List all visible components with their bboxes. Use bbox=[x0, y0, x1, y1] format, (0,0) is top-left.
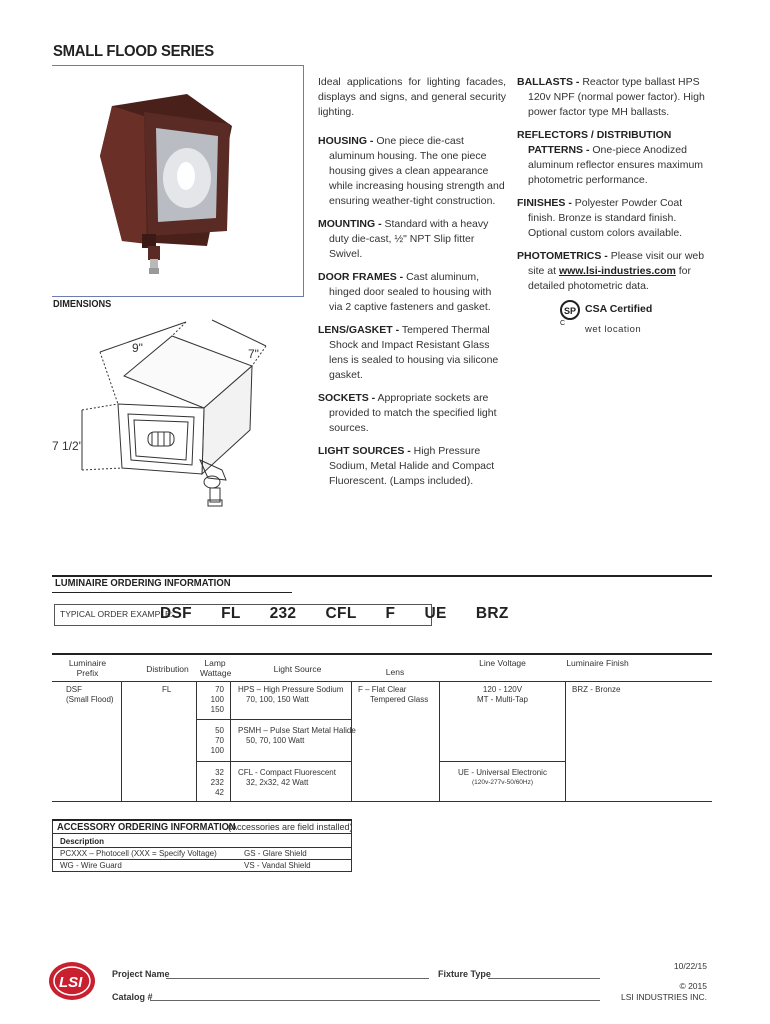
table-top-rule bbox=[52, 653, 712, 655]
features-right-column bbox=[517, 75, 707, 302]
ordering-title-underline bbox=[52, 592, 292, 593]
accessory-wire-guard: WG - Wire Guard bbox=[60, 861, 122, 870]
fixture-type-field[interactable] bbox=[488, 978, 600, 979]
accessory-desc-header: Description bbox=[60, 837, 105, 846]
revision-date: 10/22/15 bbox=[673, 961, 707, 971]
header-distribution: Distribution bbox=[146, 664, 189, 674]
column-divider bbox=[565, 681, 566, 801]
accessory-note: (Accessories are field installed) bbox=[228, 822, 353, 832]
header-wattage: Lamp Wattage bbox=[200, 658, 232, 678]
feature-light-sources: LIGHT SOURCES - High Pressure Sodium, Metal Halide and Compact Fluorescent. (Lamps included). bbox=[318, 445, 495, 487]
header-lens: Lens bbox=[385, 667, 405, 677]
accessory-photocell: PCXXX – Photocell (XXX = Specify Voltage) bbox=[60, 849, 217, 858]
prefix-code: DSF bbox=[66, 685, 82, 694]
header-finish: Luminaire Finish bbox=[566, 658, 629, 668]
dimension-height: 7 1/2" bbox=[52, 439, 83, 453]
wattage-cfl: 32 232 42 bbox=[210, 768, 224, 797]
row-divider bbox=[196, 761, 351, 762]
column-divider bbox=[230, 681, 231, 801]
ordering-rule bbox=[52, 575, 712, 577]
catalog-field[interactable] bbox=[150, 1000, 600, 1001]
feature-photometrics: PHOTOMETRICS - Please visit our web site at www.lsi-industries.com for detailed photometric data. bbox=[517, 250, 705, 292]
feature-reflectors: REFLECTORS / DISTRIBUTION PATTERNS - One-piece Anodized aluminum reflector ensures maximum photometric performance. bbox=[517, 129, 704, 186]
page-title: SMALL FLOOD SERIES bbox=[53, 43, 214, 60]
product-photo-frame bbox=[52, 65, 304, 297]
feature-door-frames: DOOR FRAMES - Cast aluminum, hinged door sealed to housing with via 2 captive fasteners and gasket. bbox=[318, 271, 492, 313]
row-divider bbox=[196, 719, 351, 720]
accessory-rule bbox=[52, 859, 352, 860]
lsi-logo-icon bbox=[48, 961, 96, 1001]
order-example-codes: DSF FL 232 CFL F UE BRZ bbox=[160, 605, 509, 622]
header-prefix: Luminaire Prefix bbox=[68, 658, 107, 678]
accessory-title: ACCESSORY ORDERING INFORMATION bbox=[57, 822, 236, 833]
project-name-label: Project Name bbox=[112, 969, 170, 979]
dimension-depth: 7" bbox=[248, 347, 259, 361]
wattage-psmh: 50 70 100 bbox=[210, 726, 224, 755]
company-name: LSI INDUSTRIES INC. bbox=[621, 992, 707, 1002]
lens-option: F – Flat Clear Tempered Glass bbox=[358, 685, 429, 704]
source-cfl: CFL - Compact Fluorescent 32, 2x32, 42 Watt bbox=[238, 768, 336, 787]
accessory-rule bbox=[52, 847, 352, 848]
dimension-drawing bbox=[52, 310, 307, 530]
dimension-width: 9" bbox=[132, 341, 143, 355]
feature-lens-gasket: LENS/GASKET - Tempered Thermal Shock and Impact Resistant Glass lens is sealed to housing via silicone gasket. bbox=[318, 324, 499, 381]
intro-text: Ideal applications for lighting facades, displays and signs, and general security lighting. bbox=[318, 76, 506, 118]
product-photo bbox=[52, 66, 304, 298]
table-bottom-rule bbox=[52, 801, 712, 802]
dimensions-label: DIMENSIONS bbox=[53, 299, 112, 310]
voltage-option-cfl: UE - Universal Electronic (120v-277v-50/60Hz) bbox=[458, 768, 547, 786]
copyright: © 2015 bbox=[679, 981, 707, 991]
csa-certified-label: CSA Certified bbox=[585, 303, 653, 315]
prefix-desc: (Small Flood) bbox=[66, 695, 114, 704]
accessory-vandal-shield: VS - Vandal Shield bbox=[244, 861, 311, 870]
project-name-field[interactable] bbox=[166, 978, 429, 979]
finish-option: BRZ - Bronze bbox=[572, 685, 621, 694]
fixture-type-label: Fixture Type bbox=[438, 969, 491, 979]
header-voltage: Line Voltage bbox=[479, 658, 526, 668]
svg-text:LSI: LSI bbox=[59, 974, 83, 991]
feature-sockets: SOCKETS - Appropriate sockets are provided to match the specified light sources. bbox=[318, 392, 497, 434]
catalog-label: Catalog # bbox=[112, 992, 153, 1002]
source-hps: HPS – High Pressure Sodium 70, 100, 150 Watt bbox=[238, 685, 344, 704]
features-middle-column bbox=[318, 75, 506, 497]
csa-sub-label: wet location bbox=[585, 324, 642, 335]
header-light-source: Light Source bbox=[273, 664, 322, 674]
distribution-code: FL bbox=[162, 685, 172, 694]
svg-text:SP: SP bbox=[564, 306, 577, 316]
ordering-title: LUMINAIRE ORDERING INFORMATION bbox=[55, 578, 231, 589]
order-example-label: TYPICAL ORDER EXAMPLE: bbox=[60, 609, 174, 619]
svg-text:C: C bbox=[560, 320, 566, 327]
source-psmh: PSMH – Pulse Start Metal Halide 50, 70, 100 Watt bbox=[238, 726, 356, 745]
website-link[interactable]: www.lsi-industries.com bbox=[558, 265, 676, 277]
table-header-rule bbox=[52, 681, 712, 682]
accessory-glare-shield: GS - Glare Shield bbox=[244, 849, 307, 858]
wattage-hps: 70 100 150 bbox=[210, 685, 224, 714]
feature-ballasts: BALLASTS - Reactor type ballast HPS 120v NPF (normal power factor). High power factor type MH ballasts. bbox=[517, 76, 705, 118]
row-divider bbox=[439, 761, 565, 762]
feature-finishes: FINISHES - Polyester Powder Coat finish. Bronze is standard finish. Optional custom colors available. bbox=[517, 197, 683, 239]
voltage-option-hps: 120 - 120V MT - Multi-Tap bbox=[477, 685, 528, 704]
column-divider bbox=[121, 681, 122, 801]
feature-housing: HOUSING - One piece die-cast aluminum housing. The one piece housing gives a clean appearance while increasing housing strength and ensuring weather-tight construction. bbox=[318, 135, 505, 207]
feature-mounting: MOUNTING - Standard with a heavy duty die-cast, ½" NPT Slip fitter Swivel. bbox=[318, 218, 489, 260]
